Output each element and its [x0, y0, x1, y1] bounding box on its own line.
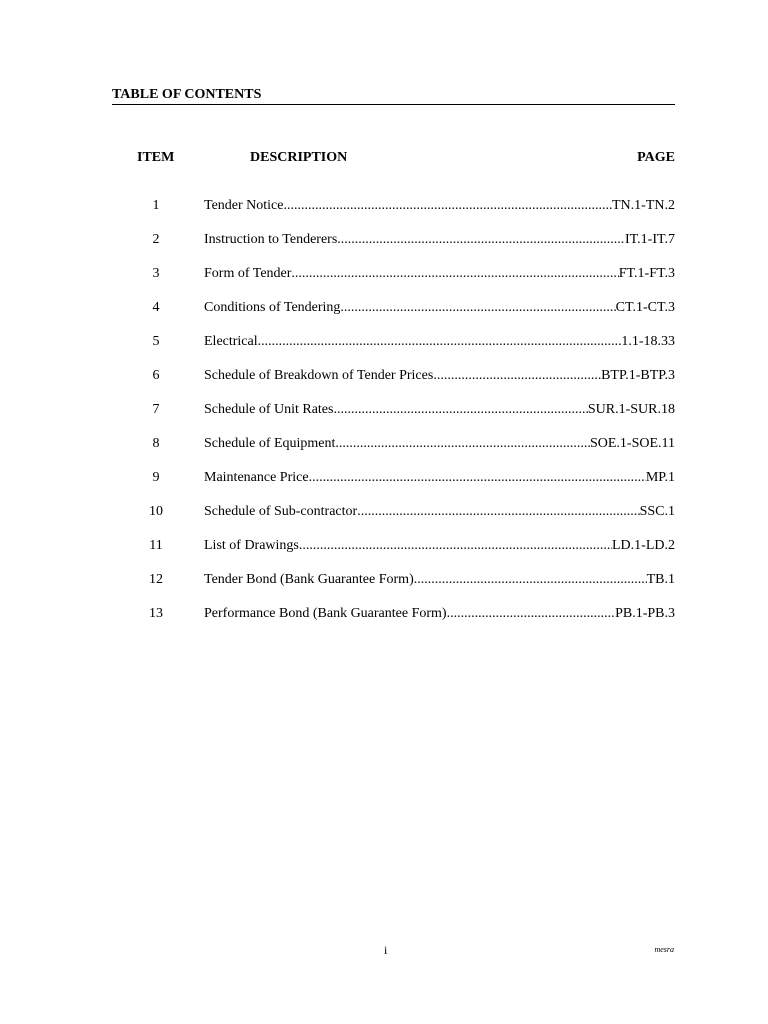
toc-page-ref: FT.1-FT.3	[618, 266, 675, 281]
toc-description: Schedule of Sub-contractor	[204, 504, 358, 519]
toc-item-number: 3	[152, 266, 160, 281]
dot-leader	[433, 366, 601, 386]
toc-entry	[204, 468, 675, 488]
dot-leader	[283, 196, 612, 216]
toc-page-ref: SUR.1-SUR.18	[587, 402, 675, 417]
toc-entry	[204, 502, 675, 522]
toc-page-ref: BTP.1-BTP.3	[601, 368, 675, 383]
toc-page-ref: IT.1-IT.7	[624, 232, 675, 247]
dot-leader	[447, 604, 615, 624]
toc-entry	[204, 434, 675, 454]
toc-description: Schedule of Breakdown of Tender Prices	[204, 368, 434, 383]
toc-page-ref: TN.1-TN.2	[612, 198, 675, 213]
toc-description: Conditions of Tendering	[204, 300, 341, 315]
toc-entry	[204, 298, 675, 318]
footer-mark: mesra	[654, 945, 674, 954]
toc-row	[0, 298, 768, 318]
dot-leader	[258, 332, 622, 352]
toc-description: Schedule of Equipment	[204, 436, 336, 451]
toc-entry	[204, 264, 675, 284]
dot-leader	[414, 570, 647, 590]
toc-item-number: 10	[149, 504, 163, 519]
dot-leader	[337, 230, 625, 250]
toc-page-ref: 1.1-18.33	[621, 334, 675, 349]
toc-item-number: 8	[152, 436, 160, 451]
page-number: i	[384, 943, 388, 957]
toc-item-number: 13	[149, 606, 163, 621]
toc-page-ref: CT.1-CT.3	[615, 300, 675, 315]
toc-entry	[204, 332, 675, 352]
toc-entry	[204, 196, 675, 216]
toc-page-ref: MP.1	[645, 470, 675, 485]
dot-leader	[333, 400, 587, 420]
column-header-description: DESCRIPTION	[250, 150, 348, 165]
toc-page-ref: TB.1	[646, 572, 675, 587]
toc-description: Electrical	[204, 334, 258, 349]
toc-description: Form of Tender	[204, 266, 292, 281]
toc-description: Maintenance Price	[204, 470, 309, 485]
toc-row	[0, 196, 768, 216]
toc-item-number: 1	[152, 198, 160, 213]
toc-row	[0, 570, 768, 590]
toc-entry	[204, 604, 675, 624]
toc-description: List of Drawings	[204, 538, 299, 553]
toc-item-number: 11	[149, 538, 163, 553]
toc-entry	[204, 570, 675, 590]
toc-row	[0, 468, 768, 488]
toc-description: Instruction to Tenderers	[204, 232, 338, 247]
toc-row	[0, 332, 768, 352]
toc-row	[0, 604, 768, 624]
toc-row	[0, 434, 768, 454]
toc-item-number: 9	[152, 470, 160, 485]
toc-row	[0, 536, 768, 556]
page-title: TABLE OF CONTENTS	[112, 86, 675, 105]
toc-description: Tender Notice	[204, 198, 284, 213]
toc-page-ref: SOE.1-SOE.11	[589, 436, 675, 451]
column-header-item: ITEM	[137, 150, 175, 165]
toc-description: Performance Bond (Bank Guarantee Form)	[204, 606, 447, 621]
toc-row	[0, 264, 768, 284]
toc-description: Schedule of Unit Rates	[204, 402, 334, 417]
dot-leader	[309, 468, 646, 488]
toc-entry	[204, 230, 675, 250]
toc-entry	[204, 536, 675, 556]
dot-leader	[357, 502, 639, 522]
toc-description: Tender Bond (Bank Guarantee Form)	[204, 572, 414, 587]
toc-entry	[204, 400, 675, 420]
toc-entry	[204, 366, 675, 386]
column-header-page: PAGE	[637, 150, 675, 165]
toc-page-ref: SSC.1	[639, 504, 675, 519]
toc-row	[0, 230, 768, 250]
dot-leader	[291, 264, 618, 284]
toc-page-ref: PB.1-PB.3	[615, 606, 675, 621]
toc-row	[0, 400, 768, 420]
toc-item-number: 5	[152, 334, 160, 349]
dot-leader	[299, 536, 612, 556]
toc-item-number: 7	[152, 402, 160, 417]
toc-item-number: 6	[152, 368, 160, 383]
toc-row	[0, 502, 768, 522]
toc-page-ref: LD.1-LD.2	[612, 538, 675, 553]
toc-item-number: 2	[152, 232, 160, 247]
toc-item-number: 4	[152, 300, 160, 315]
dot-leader	[335, 434, 590, 454]
toc-row	[0, 366, 768, 386]
toc-item-number: 12	[149, 572, 163, 587]
dot-leader	[340, 298, 615, 318]
